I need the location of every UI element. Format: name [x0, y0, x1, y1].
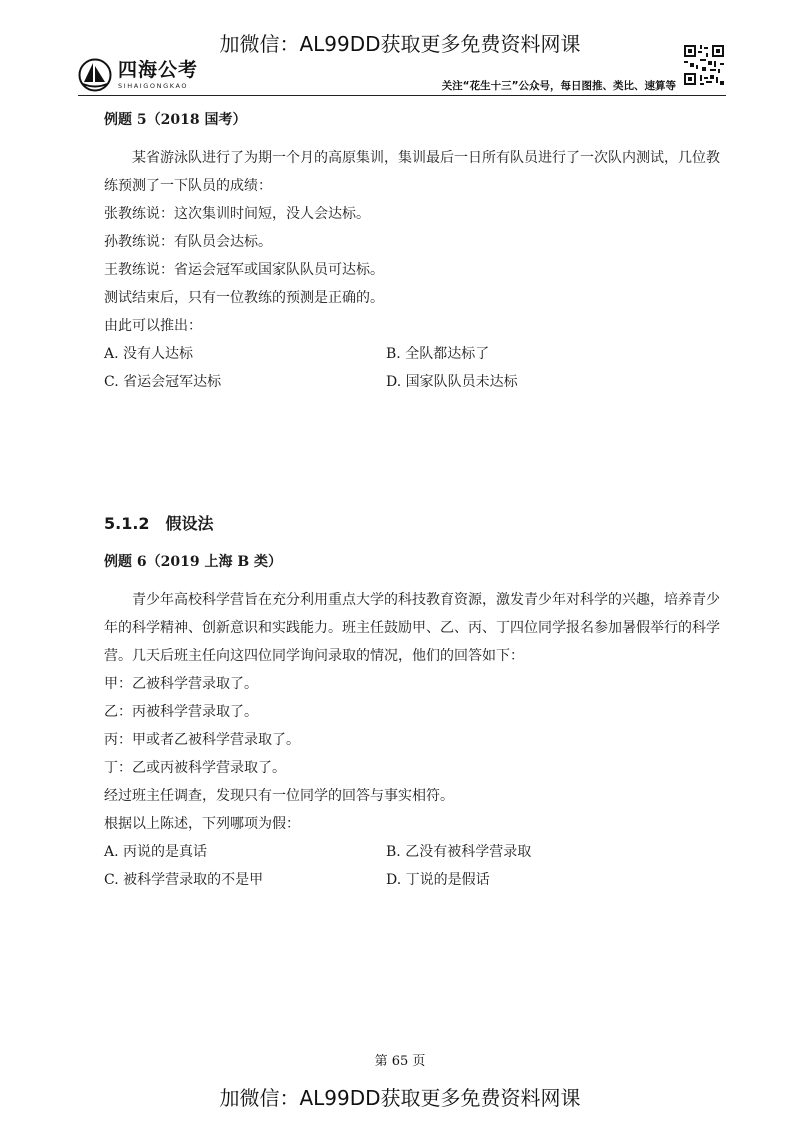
top-banner: 加微信：AL99DD获取更多免费资料网课: [219, 32, 581, 56]
section-heading: 5.1.2 假设法: [104, 514, 214, 533]
option-c: C. 被科学营录取的不是甲: [104, 872, 264, 888]
option-a: A. 丙说的是真话: [104, 844, 208, 860]
option-c: C. 省运会冠军达标: [104, 374, 222, 390]
example-6-prompt: 根据以上陈述，下列哪项为假：: [104, 816, 300, 832]
page-content: [104, 110, 724, 894]
example-6-answer: 丁：乙或丙被科学营录取了。: [104, 760, 286, 776]
example-6-options: [104, 838, 724, 894]
example-6-question: 青少年高校科学营旨在充分利用重点大学的科技教育资源，激发青少年对科学的兴趣，培养青少年的科学精神、创新意识和实践能力。班主任鼓励甲、乙、丙、丁四位同学报名参加暑假举行的科学营。几天后班主任向这四位同学询问录取的情况，他们的回答如下：: [104, 592, 720, 664]
logo-subtitle: SIHAIGONGKAO: [118, 81, 189, 90]
example-5-prompt: 由此可以推出：: [104, 318, 202, 334]
page-header: [78, 56, 726, 96]
logo-name: 四海公考: [118, 58, 199, 81]
page-number: 第 65 页: [374, 1054, 426, 1069]
sailboat-logo-icon: [78, 58, 112, 92]
example-6-answer: 乙：丙被科学营录取了。: [104, 704, 258, 720]
follow-notice: 关注“花生十三”公众号，每日图推、类比、速算等: [441, 80, 676, 92]
example-5-condition: 测试结束后，只有一位教练的预测是正确的。: [104, 290, 384, 306]
example-6-answer: 甲：乙被科学营录取了。: [104, 676, 258, 692]
logo: [78, 56, 198, 94]
option-b: B. 乙没有被科学营录取: [386, 844, 532, 860]
example-5-statement: 张教练说：这次集训时间短，没人会达标。: [104, 206, 370, 222]
bottom-banner: 加微信：AL99DD获取更多免费资料网课: [219, 1086, 581, 1110]
header-divider: [78, 95, 726, 96]
example-6-condition: 经过班主任调查，发现只有一位同学的回答与事实相符。: [104, 788, 454, 804]
option-b: B. 全队都达标了: [386, 346, 490, 362]
option-d: D. 丁说的是假话: [386, 872, 490, 888]
example-6-title: 例题 6（2019 上海 B 类）: [104, 554, 283, 570]
example-5-statement: 王教练说：省运会冠军或国家队队员可达标。: [104, 262, 384, 278]
example-6-answer: 丙：甲或者乙被科学营录取了。: [104, 732, 300, 748]
option-d: D. 国家队队员未达标: [386, 374, 518, 390]
example-5-options: [104, 340, 724, 396]
qr-code-icon: [682, 43, 726, 87]
example-5-statement: 孙教练说：有队员会达标。: [104, 234, 272, 250]
example-5-question: 某省游泳队进行了为期一个月的高原集训，集训最后一日所有队员进行了一次队内测试，几位教练预测了一下队员的成绩：: [104, 150, 720, 194]
option-a: A. 没有人达标: [104, 346, 194, 362]
example-5-title: 例题 5（2018 国考）: [104, 112, 247, 128]
